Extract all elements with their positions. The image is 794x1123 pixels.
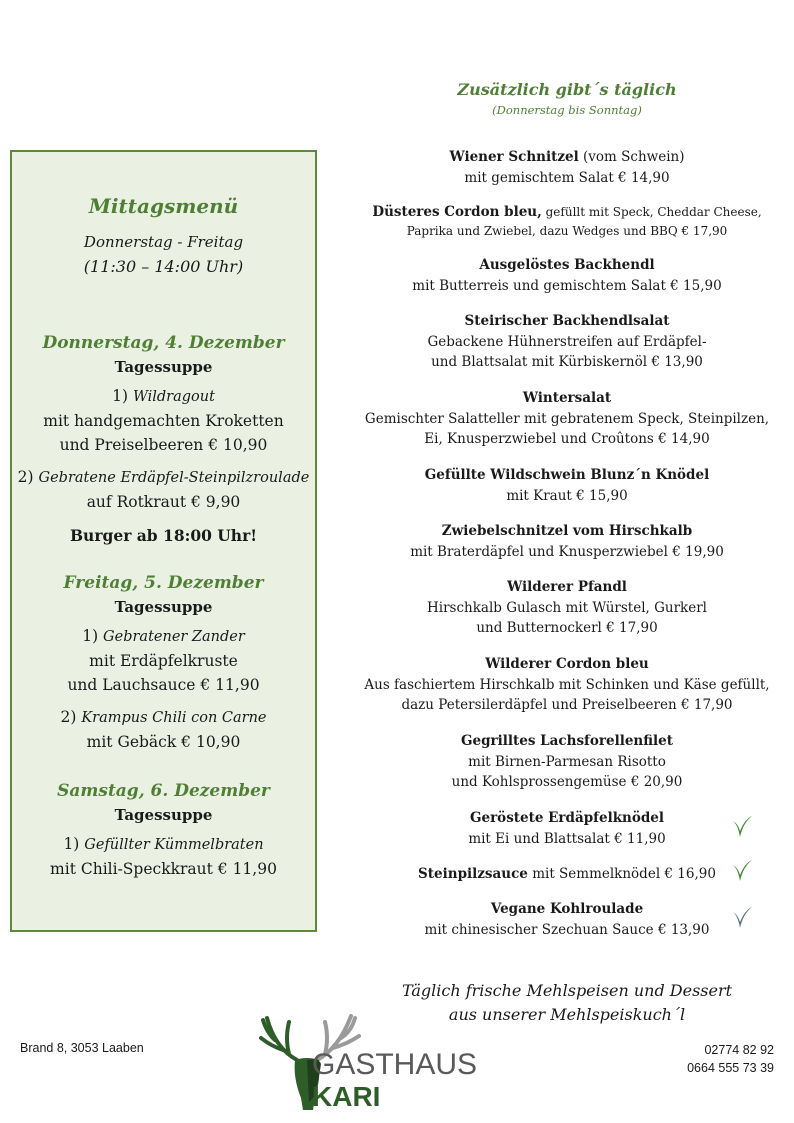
gasthaus-logo bbox=[255, 998, 485, 1116]
lunch-days: Donnerstag - Freitag bbox=[83, 233, 244, 251]
day-thursday bbox=[12, 330, 315, 548]
logo-gasthaus: GASTHAUS bbox=[312, 1048, 478, 1081]
phone-numbers bbox=[687, 1041, 774, 1077]
dessert-note: Täglich frische Mehlspeisen und Dessert aus unserer Mehlspeiskuch´l bbox=[401, 981, 733, 1024]
menu-item: Wiener Schnitzel (vom Schwein) mit gemischtem Salat € 14,90 bbox=[449, 149, 685, 186]
vegetarian-leaf-icon bbox=[729, 857, 755, 885]
lunch-dish: 2) Gebratene Erdäpfel-Steinpilzroulade auf Rotkraut € 9,90 bbox=[17, 468, 310, 511]
daily-title: Zusätzlich gibt´s täglich bbox=[457, 80, 677, 99]
lunch-title: Mittagsmenü bbox=[88, 194, 239, 218]
vegetarian-leaf-icon bbox=[729, 813, 755, 841]
logo-kari: KARI bbox=[312, 1081, 381, 1112]
burger-note: Burger ab 18:00 Uhr! bbox=[69, 526, 258, 545]
day-saturday bbox=[12, 778, 315, 881]
menu-item: Steinpilzsauce mit Semmelknödel € 16,90 bbox=[418, 866, 716, 882]
menu-item: Geröstete Erdäpfelknödel mit Ei und Blattsalat € 11,90 bbox=[468, 810, 666, 847]
menu-item: Vegane Kohlroulade mit chinesischer Szechuan Sauce € 13,90 bbox=[424, 901, 710, 938]
menu-item: Wilderer Cordon bleu Aus faschiertem Hirschkalb mit Schinken und Käse gefüllt, dazu Petersilerdäpfel und Preiselbeeren € 17,90 bbox=[364, 656, 770, 713]
phone-landline: 02774 82 92 bbox=[704, 1043, 774, 1057]
phone-mobile: 0664 555 73 39 bbox=[687, 1061, 774, 1075]
menu-item: Ausgelöstes Backhendl mit Butterreis und gemischtem Salat € 15,90 bbox=[412, 257, 722, 294]
lunch-menu-box bbox=[10, 150, 317, 932]
lunch-dish: 2) Krampus Chili con Carne mit Gebäck € 10,90 bbox=[60, 708, 267, 751]
menu-item: Wilderer Pfandl Hirschkalb Gulasch mit Würstel, Gurkerl und Butternockerl € 17,90 bbox=[427, 579, 707, 636]
lunch-dish: 1) Gefüllter Kümmelbraten mit Chili-Speckkraut € 11,90 bbox=[50, 835, 277, 878]
daily-menu bbox=[362, 80, 772, 117]
menu-item: Düsteres Cordon bleu, gefüllt mit Speck, Cheddar Cheese, Paprika und Zwiebel, dazu Wedges und BBQ € 17,90 bbox=[372, 204, 762, 238]
vegan-leaf-icon bbox=[729, 904, 755, 932]
day-heading: Donnerstag, 4. Dezember bbox=[42, 333, 285, 353]
lunch-hours: (11:30 – 14:00 Uhr) bbox=[83, 257, 244, 276]
menu-item: Zwiebelschnitzel vom Hirschkalb mit Braterdäpfel und Knusperzwiebel € 19,90 bbox=[410, 523, 724, 560]
menu-item: Gefüllte Wildschwein Blunz´n Knödel mit Kraut € 15,90 bbox=[424, 467, 710, 504]
menu-item: Steirischer Backhendlsalat Gebackene Hühnerstreifen auf Erdäpfel- und Blattsalat mit Kürbiskernöl € 13,90 bbox=[427, 313, 707, 370]
day-friday bbox=[12, 570, 315, 754]
day-heading: Freitag, 5. Dezember bbox=[63, 573, 264, 593]
menu-item: Wintersalat Gemischter Salatteller mit gebratenem Speck, Steinpilzen, Ei, Knusperzwiebel und Croûtons € 14,90 bbox=[364, 390, 770, 447]
address: Brand 8, 3053 Laaben bbox=[20, 1041, 144, 1055]
lunch-dish: 1) Gebratener Zander mit Erdäpfelkruste und Lauchsauce € 11,90 bbox=[67, 627, 260, 694]
menu-item: Gegrilltes Lachsforellenfilet mit Birnen-Parmesan Risotto und Kohlsprossengemüse € 20,90 bbox=[451, 733, 683, 790]
daily-subtitle: (Donnerstag bis Sonntag) bbox=[492, 103, 642, 117]
soup-label: Tagessuppe bbox=[114, 598, 213, 616]
lunch-dish: 1) Wildragout mit handgemachten Kroketten und Preiselbeeren € 10,90 bbox=[43, 387, 284, 454]
soup-label: Tagessuppe bbox=[114, 806, 213, 824]
day-heading: Samstag, 6. Dezember bbox=[57, 781, 270, 801]
soup-label: Tagessuppe bbox=[114, 358, 213, 376]
